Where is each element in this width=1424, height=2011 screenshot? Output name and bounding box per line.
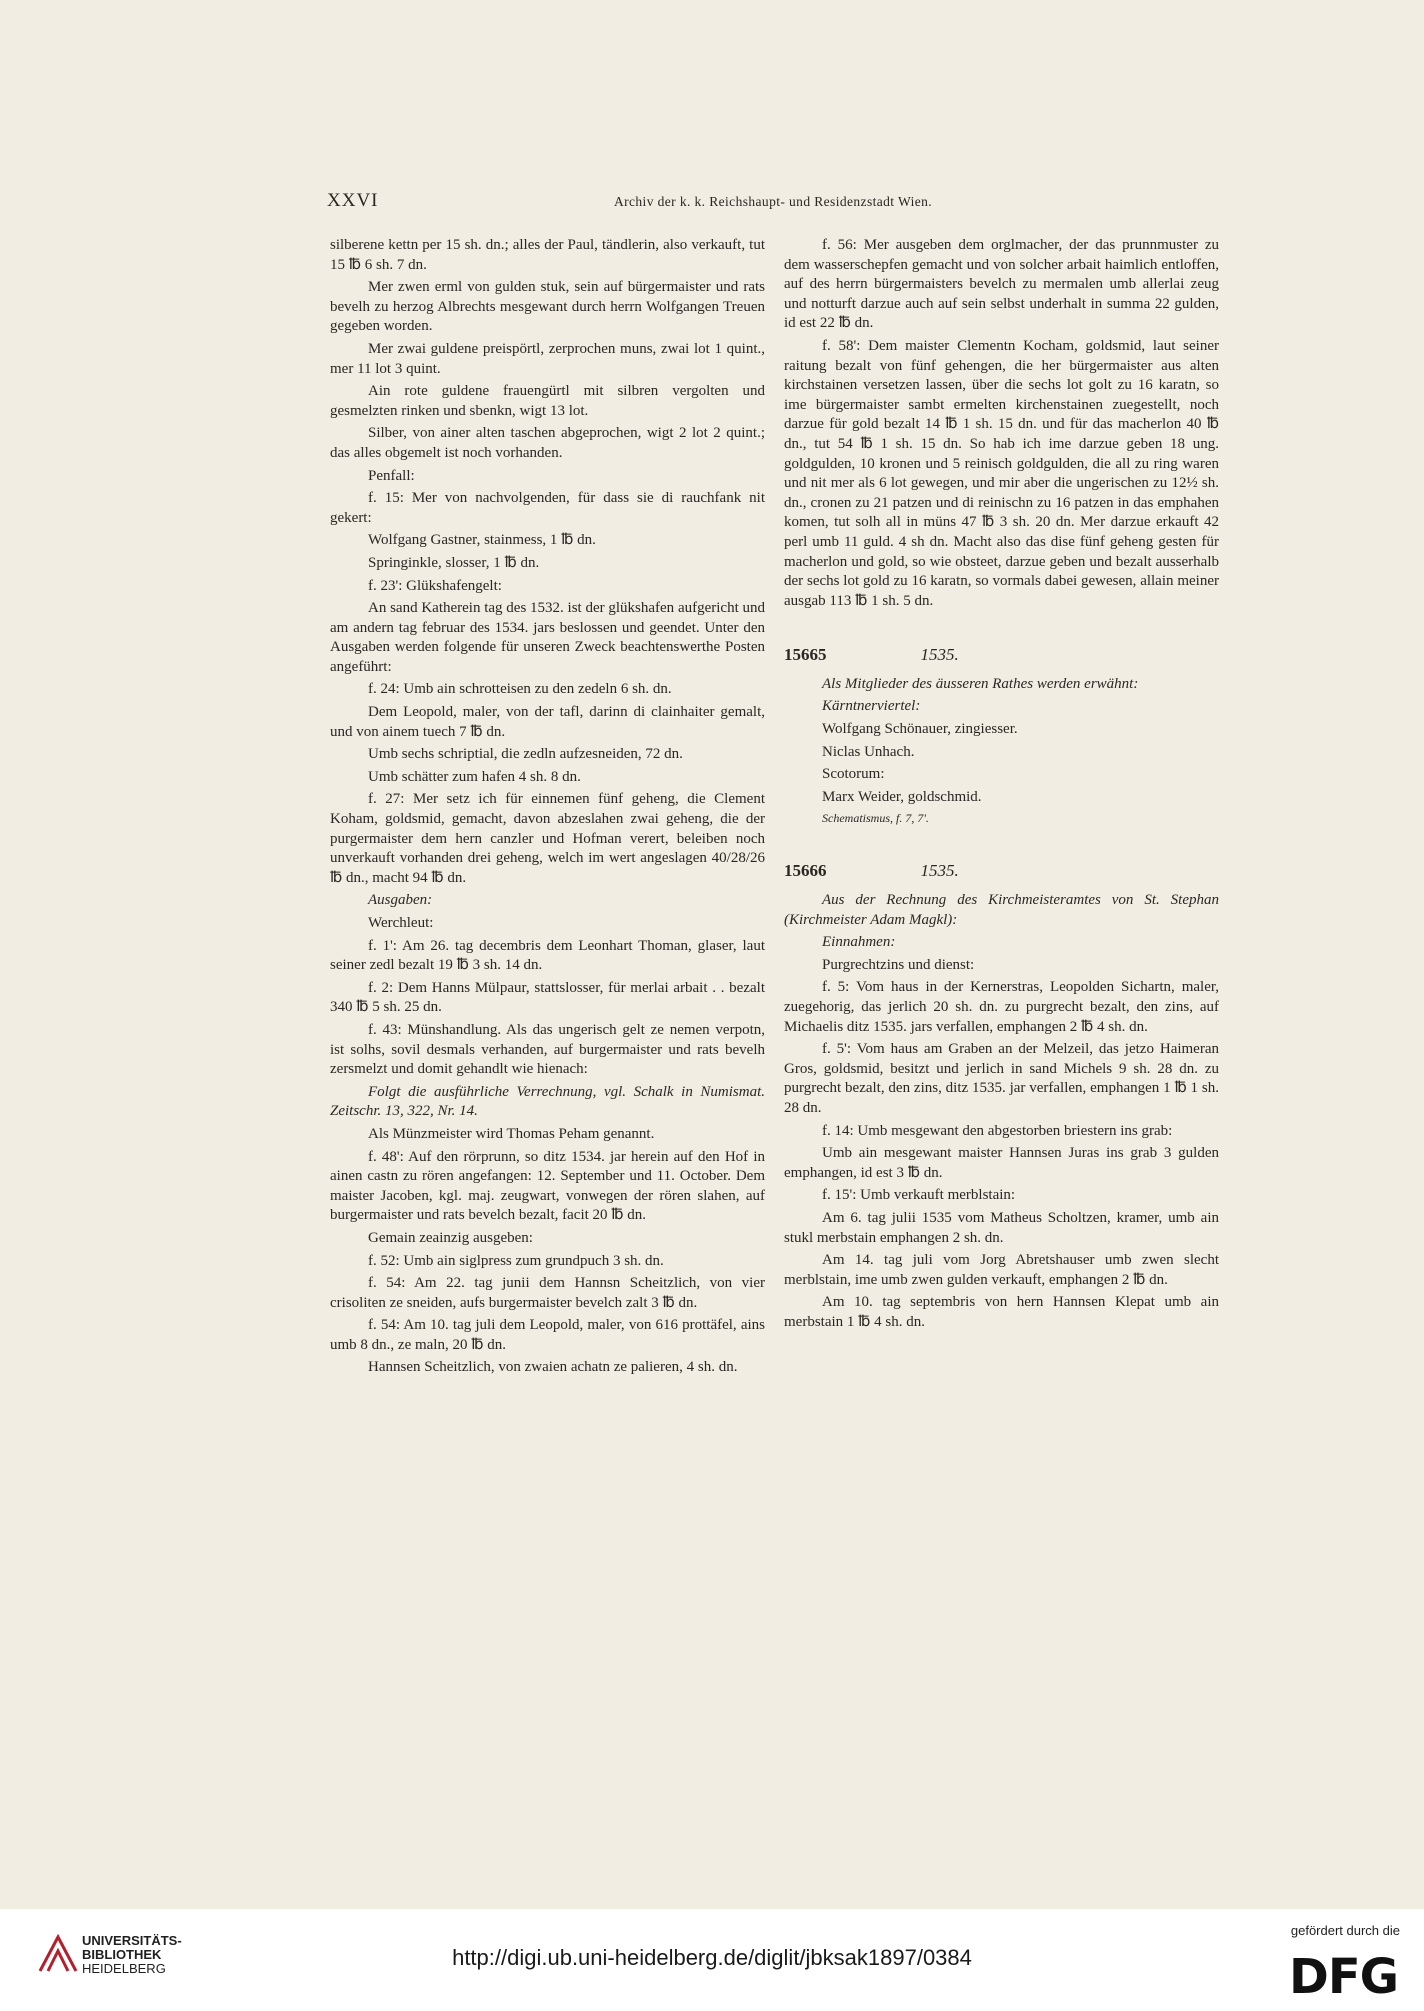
section-label: Einnahmen: xyxy=(822,934,896,951)
paragraph: Wolfgang Gastner, stainmess, 1 ℔ dn. xyxy=(368,532,596,549)
permalink-url[interactable]: http://digi.ub.uni-heidelberg.de/diglit/jbksak1897/0384 xyxy=(452,1945,972,1970)
paragraph: Umb sechs schriptial, die zedln aufzesneiden, 72 dn. xyxy=(368,746,683,763)
entry-heading xyxy=(784,861,1219,881)
paragraph: Am 6. tag julii 1535 vom Matheus Scholtzen, kramer, umb ain stukl merbstain emphangen 2 sh. dn. xyxy=(784,1209,1219,1246)
section-label: Gemain zeainzig ausgeben: xyxy=(368,1229,533,1246)
paragraph: f. 58': Dem maister Clementn Kocham, goldsmid, laut seiner raitung bezalt von fünf gehengen, die her bürgermaister aus alten kirchstainen versetzen lassen, über die sechs lot golt zu 16 karatn, so ime bürgermaister sambt ermelten kirchenstainen zuegestellt, noch darzue für gold bezalt 14 ℔ 1 sh. 15 dn. und für das macherlon 40 ℔ dn., tut 54 ℔ 1 sh. 15 dn. So hab ich ime darzue geben 18 ung. goldgulden, 10 kronen und 5 reinisch goldgulden, die all zu ring waren und nit mer als 6 lot gewegen, und mir aber die ungerischen zu 12½ sh. dn., cronen zu 21 patzen und di reinischn zu 16 patzen in das emphahen komen, tut solh all in müns 47 ℔ 3 sh. 20 dn. Mer darzue erkauft 42 perl umb 11 guld. 4 sh dn. Macht also das dise fünf geheng gesten für macherlon und gold, so wie obsteet, darzue geben und bezalt ausserhalb der sechs lot gold zu 16 karatn, so vormals dabei gewesen, allain meiner ausgab 113 ℔ 1 sh. 5 dn. xyxy=(784,337,1219,609)
paragraph: f. 5': Vom haus am Graben an der Melzeil, das jetzo Haimeran Gros, goldsmid, besitzt und jerlich in sand Michels 9 sh. 28 dn. zu purgrecht bezalt, den zins, ditz 1535. jar verfallen, emphangen 1 ℔ 1 sh. 28 dn. xyxy=(784,1041,1219,1116)
paragraph: Springinkle, slosser, 1 ℔ dn. xyxy=(368,554,540,571)
paragraph: Ain rote guldene frauengürtl mit silbren vergolten und gesmelzten rinken und sbenkn, wigt 13 lot. xyxy=(330,383,765,419)
library-name-line: BIBLIOTHEK xyxy=(82,1947,162,1962)
paragraph: Hannsen Scheitzlich, von zwaien achatn ze palieren, 4 sh. dn. xyxy=(368,1359,738,1376)
paragraph: Umb schätter zum hafen 4 sh. 8 dn. xyxy=(368,768,581,785)
paragraph: Am 14. tag juli vom Jorg Abretshauser umb zwen slecht merblstain, ime umb zwen gulden verkauft, emphangen 2 ℔ dn. xyxy=(784,1252,1219,1288)
paragraph: f. 27: Mer setz ich für einnemen fünf geheng, die Clement Koham, goldsmid, gemacht, davon abzeslahen zwai geheng, die der purgermaister dem hern canzler und Hofman verert, beleiben noch unverkauft vorhanden drei geheng, welch im wert angeslagen 40/28/26 ℔ dn., macht 94 ℔ dn. xyxy=(330,791,765,886)
paragraph: f. 2: Dem Hanns Mülpaur, stattslosser, für merlai arbait . . bezalt 340 ℔ 5 sh. 25 dn. xyxy=(330,979,765,1016)
paragraph: f. 5: Vom haus in der Kernerstras, Leopolden Sichartn, maler, zuegehorig, das jerlich 20 sh. dn. zu purgrecht bezalt, den zins, auf Michaelis ditz 1535. jars verfallen, emphangen 2 ℔ 4 sh. dn. xyxy=(784,979,1219,1035)
paragraph: Umb ain mesgewant maister Hannsen Juras ins grab 3 gulden emphangen, id est 3 ℔ dn. xyxy=(784,1145,1219,1181)
paragraph: f. 14: Umb mesgewant den abgestorben briestern ins grab: xyxy=(822,1122,1173,1139)
paragraph: Niclas Unhach. xyxy=(822,743,915,760)
entry-number: 15665 xyxy=(784,645,827,665)
paragraph: silberene kettn per 15 sh. dn.; alles der Paul, tändlerin, also verkauft, tut 15 ℔ 6 sh. 7 dn. xyxy=(330,237,765,273)
paragraph: f. 54: Am 10. tag juli dem Leopold, maler, von 616 prottäfel, ains umb 8 dn., ze maln, 20 ℔ dn. xyxy=(330,1317,765,1353)
editorial-note: Als Münzmeister wird Thomas Peham genannt. xyxy=(368,1125,655,1142)
paragraph: Wolfgang Schönauer, zingiesser. xyxy=(822,721,1018,738)
paragraph: Mer zwen erml von gulden stuk, sein auf bürgermaister und rats bevelh zu herzog Albrechts mesgewant durch herrn Wolfgangen Treuen gegeben worden. xyxy=(330,279,765,335)
entry-year: 1535. xyxy=(920,645,959,665)
section-label: Purgrechtzins und dienst: xyxy=(822,956,975,973)
paragraph: Silber, von ainer alten taschen abgeprochen, wigt 2 lot 2 quint.; das alles obgemelt ist noch vorhanden. xyxy=(330,425,765,461)
funding-note: gefördert durch die xyxy=(1290,1923,1400,1938)
running-title: Archiv der k. k. Reichshaupt- und Residenzstadt Wien. xyxy=(613,194,933,209)
paragraph: Marx Weider, goldschmid. xyxy=(822,788,982,805)
section-label: f. 15': Umb verkauft merblstain: xyxy=(822,1187,1016,1204)
paragraph: f. 56: Mer ausgeben dem orglmacher, der das prunnmuster zu dem wasserschepfen gemacht und von solcher arbait haimlich entloffen, auf des herrn bürgermaisters bevelch zu mermalen umb allerlai zeug und notturft darzue auch auf sein selbst underhalt in summa 22 gulden, id est 22 ℔ dn. xyxy=(784,237,1219,332)
section-label: Ausgaben: xyxy=(368,892,433,909)
paragraph: Dem Leopold, maler, von der tafl, darinn di clainhaiter gemalt, und von ainem tuech 7 ℔ dn. xyxy=(330,704,765,740)
paragraph: Mer zwai guldene preispörtl, zerprochen muns, zwai lot 1 quint., mer 11 lot 3 quint. xyxy=(330,340,765,377)
source-note: Schematismus, f. 7, 7'. xyxy=(822,811,929,826)
right-column xyxy=(784,236,1219,1336)
editorial-note: Folgt die ausführliche Verrechnung, vgl. Schalk in Numismat. Zeitschr. 13, 322, Nr. 14. xyxy=(330,1083,765,1120)
paragraph: f. 43: Münshandlung. Als das ungerisch gelt ze nemen verpotn, ist solhs, sovil desmals verhanden, auf burgermaister und rats bevelh zersmelzt und domit gehandlt wie hienach: xyxy=(330,1021,765,1078)
left-column xyxy=(330,236,765,1381)
paragraph: f. 1': Am 26. tag decembris dem Leonhart Thoman, glaser, laut seiner zedl bezalt 19 ℔ 3 sh. 14 dn. xyxy=(330,937,765,974)
page-header xyxy=(327,190,1219,216)
entry-year: 1535. xyxy=(920,861,959,881)
paragraph: An sand Katherein tag des 1532. ist der glükshafen aufgericht und am andern tag februar des 1534. jars beslossen und geendet. Unter den Ausgaben werden folgende für unseren Zweck beachtenswerthe Posten angeführt: xyxy=(330,600,765,675)
section-label: Werchleut: xyxy=(368,915,434,931)
paragraph: f. 15: Mer von nachvolgenden, für dass sie di rauchfank nit gekert: xyxy=(330,490,765,526)
paragraph: f. 54: Am 22. tag junii dem Hannsn Scheitzlich, von vier crisoliten ze sneiden, aufs burgermaister bevelch zalt 3 ℔ dn. xyxy=(330,1275,765,1311)
digitization-footer xyxy=(0,1909,1424,2011)
entry-number: 15666 xyxy=(784,861,827,881)
section-label: Kärntnerviertel: xyxy=(822,698,921,715)
entry-intro: Aus der Rechnung des Kirchmeisteramtes von St. Stephan (Kirchmeister Adam Magkl): xyxy=(784,892,1219,928)
paragraph: Am 10. tag septembris von hern Hannsen Klepat umb ain merbstain 1 ℔ 4 sh. dn. xyxy=(784,1294,1219,1330)
entry-intro: Als Mitglieder des äusseren Rathes werden erwähnt: xyxy=(822,675,1139,692)
paragraph: f. 48': Auf den rörprunn, so ditz 1534. jar herein auf den Hof in ainen castn zu rören angefangen: 12. September und 11. October. Dem maister Jacoben, kgl. maj. zeugwart, vonwegen der rören slahen, auf burgermaister und rats bevelch bezalt, facit 20 ℔ dn. xyxy=(330,1148,765,1224)
section-label: f. 23': Glükshafengelt: xyxy=(368,577,502,594)
paragraph: f. 24: Umb ain schrotteisen zu den zedeln 6 sh. dn. xyxy=(368,681,672,698)
section-label: Scotorum: xyxy=(822,766,885,783)
section-label: Penfall: xyxy=(368,467,415,484)
page-number: XXVI xyxy=(327,190,379,211)
library-name-line: UNIVERSITÄTS- xyxy=(82,1933,182,1948)
entry-heading xyxy=(784,645,1219,665)
paragraph: f. 52: Umb ain siglpress zum grundpuch 3 sh. dn. xyxy=(368,1252,664,1269)
library-name-line: HEIDELBERG xyxy=(82,1961,166,1976)
dfg-logo: DFG xyxy=(1288,1949,1398,2005)
